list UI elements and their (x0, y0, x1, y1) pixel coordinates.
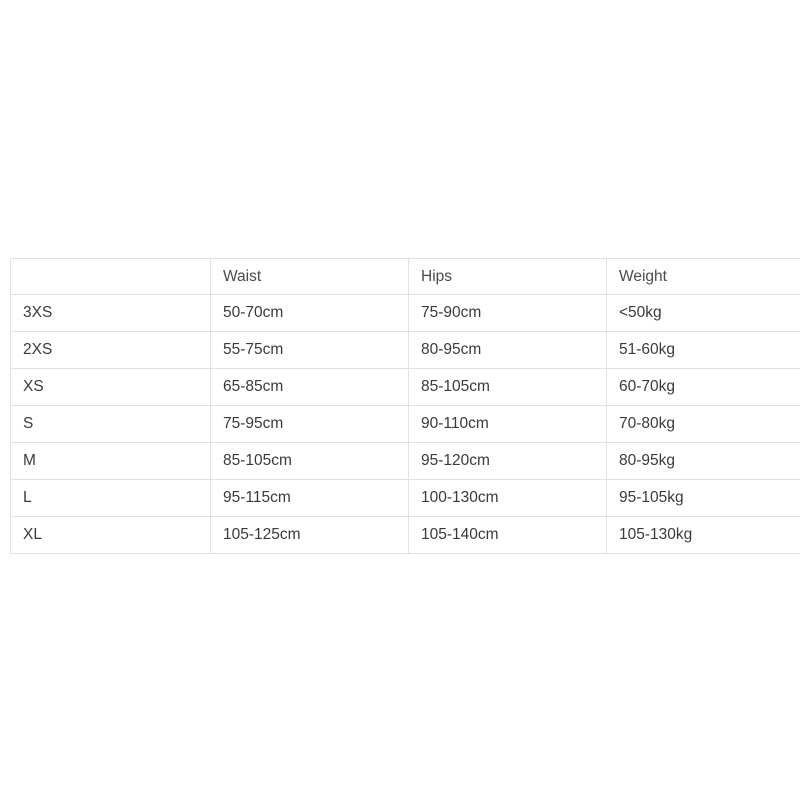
cell-waist: 105-125cm (211, 517, 409, 554)
cell-hips: 75-90cm (409, 295, 607, 332)
table-row (11, 480, 800, 517)
column-header-waist: Waist (211, 259, 409, 295)
size-chart-table (10, 258, 800, 554)
cell-weight: 80-95kg (607, 443, 800, 480)
size-chart-container (10, 258, 800, 554)
cell-hips: 95-120cm (409, 443, 607, 480)
cell-size: 3XS (11, 295, 211, 332)
cell-waist: 55-75cm (211, 332, 409, 369)
cell-weight: 60-70kg (607, 369, 800, 406)
cell-size: M (11, 443, 211, 480)
table-row (11, 369, 800, 406)
cell-size: L (11, 480, 211, 517)
cell-size: XL (11, 517, 211, 554)
cell-waist: 85-105cm (211, 443, 409, 480)
table-header (11, 259, 800, 295)
table-row (11, 295, 800, 332)
cell-size: 2XS (11, 332, 211, 369)
cell-weight: 105-130kg (607, 517, 800, 554)
table-row (11, 443, 800, 480)
cell-weight: 51-60kg (607, 332, 800, 369)
table-row (11, 332, 800, 369)
table-row (11, 517, 800, 554)
column-header-size (11, 259, 211, 295)
cell-size: S (11, 406, 211, 443)
cell-waist: 65-85cm (211, 369, 409, 406)
cell-waist: 50-70cm (211, 295, 409, 332)
cell-hips: 105-140cm (409, 517, 607, 554)
cell-size: XS (11, 369, 211, 406)
table-header-row (11, 259, 800, 295)
table-row (11, 406, 800, 443)
cell-waist: 95-115cm (211, 480, 409, 517)
cell-hips: 85-105cm (409, 369, 607, 406)
cell-hips: 80-95cm (409, 332, 607, 369)
column-header-weight: Weight (607, 259, 800, 295)
cell-weight: 95-105kg (607, 480, 800, 517)
cell-hips: 100-130cm (409, 480, 607, 517)
cell-waist: 75-95cm (211, 406, 409, 443)
table-body (11, 295, 800, 554)
cell-weight: 70-80kg (607, 406, 800, 443)
cell-weight: <50kg (607, 295, 800, 332)
column-header-hips: Hips (409, 259, 607, 295)
cell-hips: 90-110cm (409, 406, 607, 443)
